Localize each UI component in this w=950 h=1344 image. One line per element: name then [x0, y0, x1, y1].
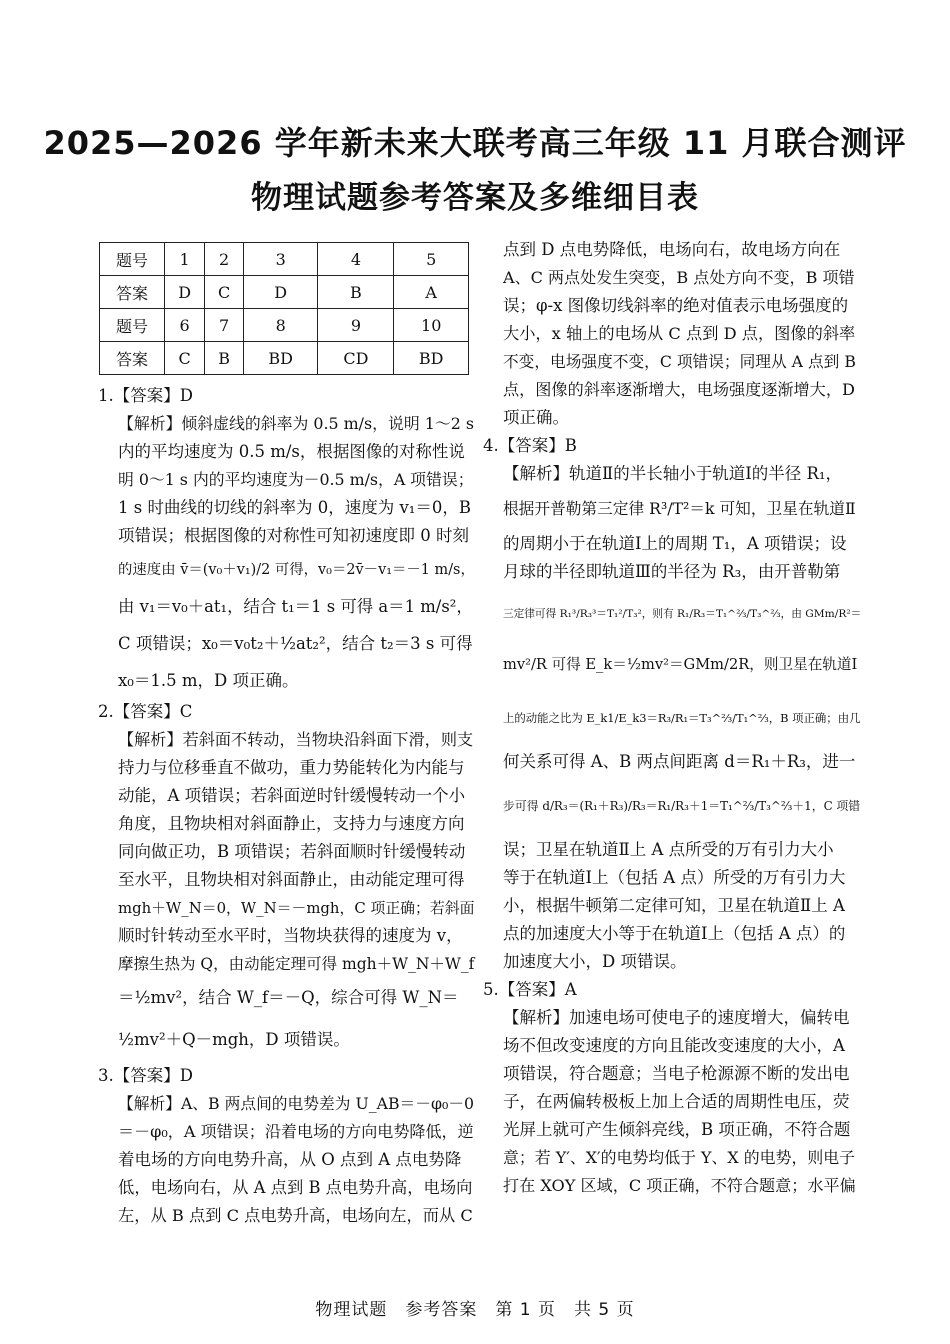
text-line: 摩擦生热为 Q，由动能定理可得 mgh＋W_N＋W_f: [118, 955, 475, 973]
table-cell: D: [165, 276, 205, 309]
page-subtitle: 物理试题参考答案及多维细目表: [251, 180, 699, 216]
text-line: 项正确。: [503, 408, 569, 427]
table-cell: CD: [318, 342, 394, 375]
text-line: 【解析】倾斜虚线的斜率为 0.5 m/s，说明 1～2 s: [118, 414, 474, 433]
table-cell: 10: [394, 309, 469, 342]
text-line: ½mv²＋Q－mgh，D 项错误。: [118, 1030, 350, 1049]
text-line: 何关系可得 A、B 两点间距离 d＝R₁＋R₃，进一: [503, 752, 856, 771]
text-line: 点，图像的斜率逐渐增大，电场强度逐渐增大，D: [503, 380, 855, 399]
table-cell: 题号: [100, 309, 165, 342]
text-line: 误；φ-x 图像切线斜率的绝对值表示电场强度的: [503, 296, 849, 315]
table-cell: 2: [205, 243, 244, 276]
answer-table: [99, 242, 469, 375]
text-line: 打在 XOY 区域，C 项正确，不符合题意；水平偏: [503, 1176, 856, 1195]
text-line: 步可得 d/R₃＝(R₁＋R₃)/R₃＝R₁/R₃＋1＝T₁^⅔/T₃^⅔＋1，C 项错: [503, 799, 861, 813]
table-cell: B: [205, 342, 244, 375]
text-line: 【解析】A、B 两点间的电势差为 U_AB＝－φ₀－0: [118, 1094, 475, 1113]
table-row: [100, 276, 469, 309]
text-line: 项错误；根据图像的对称性可知初速度即 0 时刻: [118, 526, 469, 545]
text-line: mgh＋W_N＝0，W_N＝－mgh，C 项正确；若斜面: [118, 899, 475, 917]
table-cell: 3: [243, 243, 318, 276]
text-line: 同向做正功，B 项错误；若斜面顺时针缓慢转动: [118, 842, 466, 861]
text-line: ＝½mv²，结合 W_f＝－Q，综合可得 W_N＝: [118, 988, 459, 1007]
table-cell: 答案: [100, 276, 165, 309]
text-line: 场不但改变速度的方向且能改变速度的大小，A: [503, 1036, 845, 1055]
text-line: 动能，A 项错误；若斜面逆时针缓慢转动一个小: [118, 786, 466, 805]
left-column: [98, 382, 473, 1230]
text-line: 4.【答案】B: [483, 436, 577, 455]
text-line: 月球的半径即轨道Ⅲ的半径为 R₃，由开普勒第: [503, 562, 841, 581]
table-row: [100, 342, 469, 375]
text-line: 5.【答案】A: [483, 980, 577, 999]
text-line: 上的动能之比为 E_k1/E_k3＝R₃/R₁＝T₃^⅔/T₁^⅔，B 项正确；由几: [503, 711, 861, 725]
table-cell: 7: [205, 309, 244, 342]
table-cell: 答案: [100, 342, 165, 375]
text-line: 明 0～1 s 内的平均速度为－0.5 m/s，A 项错误；: [118, 470, 474, 489]
text-line: 由 v₁＝v₀＋at₁，结合 t₁＝1 s 可得 a＝1 m/s²，: [118, 597, 473, 616]
text-line: 子，在两偏转极板上加上合适的周期性电压，荧: [503, 1092, 850, 1111]
page-title: 2025—2026 学年新未来大联考高三年级 11 月联合测评: [43, 124, 907, 162]
text-line: 3.【答案】D: [98, 1066, 193, 1085]
text-line: 低，电场向右，从 A 点到 B 点电势升高，电场向: [118, 1178, 473, 1197]
text-line: 的速度由 v̄＝(v₀＋v₁)/2 可得，v₀＝2v̄－v₁＝－1 m/s，: [118, 562, 475, 578]
text-line: 1.【答案】D: [98, 386, 193, 405]
table-cell: 题号: [100, 243, 165, 276]
table-cell: D: [243, 276, 318, 309]
text-line: 根据开普勒第三定律 R³/T²＝k 可知，卫星在轨道Ⅱ: [503, 499, 856, 518]
text-line: 点的加速度大小等于在轨道Ⅰ上（包括 A 点）的: [503, 924, 846, 943]
table-cell: 6: [165, 309, 205, 342]
text-line: mv²/R 可得 E_k＝½mv²＝GMm/2R，则卫星在轨道Ⅰ: [503, 656, 858, 673]
table-cell: 5: [394, 243, 469, 276]
table-row: [100, 243, 469, 276]
text-line: 着电场的方向电势升高，从 O 点到 A 点电势降: [118, 1150, 462, 1169]
table-cell: A: [394, 276, 469, 309]
text-line: 顺时针转动至水平时，当物块获得的速度为 v，: [118, 926, 463, 945]
text-line: 项错误，符合题意；当电子枪源源不断的发出电: [503, 1064, 850, 1083]
page-footer: 物理试题 参考答案 第 1 页 共 5 页: [315, 1300, 635, 1320]
text-line: 【解析】若斜面不转动，当物块沿斜面下滑，则支: [118, 730, 474, 749]
table-cell: 1: [165, 243, 205, 276]
text-line: 不变，电场强度不变，C 项错误；同理从 A 点到 B: [503, 352, 856, 371]
text-line: 持力与位移垂直不做功，重力势能转化为内能与: [118, 758, 465, 777]
text-line: 左，从 B 点到 C 点电势升高，电场向左，而从 C: [118, 1206, 473, 1225]
table-cell: B: [318, 276, 394, 309]
right-column: [483, 236, 862, 1200]
text-line: 小，根据牛顿第二定律可知，卫星在轨道Ⅱ上 A: [503, 896, 845, 915]
text-line: 【解析】加速电场可使电子的速度增大，偏转电: [503, 1008, 850, 1027]
table-cell: BD: [394, 342, 469, 375]
text-line: 的周期小于在轨道Ⅰ上的周期 T₁，A 项错误；设: [503, 534, 847, 553]
text-line: C 项错误；x₀＝v₀t₂＋½at₂²，结合 t₂＝3 s 可得: [118, 634, 473, 653]
table-cell: C: [165, 342, 205, 375]
text-line: 误；卫星在轨道Ⅱ上 A 点所受的万有引力大小: [503, 840, 834, 859]
text-line: 大小，x 轴上的电场从 C 点到 D 点，图像的斜率: [503, 324, 856, 343]
table-cell: 9: [318, 309, 394, 342]
text-line: 加速度大小，D 项错误。: [503, 952, 687, 971]
text-line: 1 s 时曲线的切线的斜率为 0，速度为 v₁＝0，B: [118, 498, 472, 517]
text-line: 三定律可得 R₁³/R₃³＝T₁²/T₃²，则有 R₁/R₃＝T₁^⅔/T₃^⅔，由 GMm/R²＝: [503, 607, 862, 620]
table-cell: 8: [243, 309, 318, 342]
table-cell: BD: [243, 342, 318, 375]
text-line: 至水平，且物块相对斜面静止，由动能定理可得: [118, 870, 465, 889]
table-row: [100, 309, 469, 342]
text-line: 等于在轨道Ⅰ上（包括 A 点）所受的万有引力大: [503, 868, 846, 887]
text-line: 意；若 Y′、X′的电势均低于 Y、X 的电势，则电子: [503, 1148, 856, 1167]
text-line: 【解析】轨道Ⅱ的半长轴小于轨道Ⅰ的半径 R₁，: [503, 464, 843, 483]
text-line: A、C 两点处发生突变，B 点处方向不变，B 项错: [503, 268, 855, 287]
text-line: 点到 D 点电势降低，电场向右，故电场方向在: [503, 240, 841, 259]
text-line: x₀＝1.5 m，D 项正确。: [118, 671, 299, 690]
text-line: 内的平均速度为 0.5 m/s，根据图像的对称性说: [118, 442, 465, 461]
table-cell: C: [205, 276, 244, 309]
text-line: 角度，且物块相对斜面静止，支持力与速度方向: [118, 814, 465, 833]
text-line: ＝－φ₀，A 项错误；沿着电场的方向电势降低，逆: [118, 1122, 474, 1141]
text-line: 光屏上就可产生倾斜亮线，B 项正确，不符合题: [503, 1120, 851, 1139]
table-cell: 4: [318, 243, 394, 276]
text-line: 2.【答案】C: [98, 702, 193, 721]
